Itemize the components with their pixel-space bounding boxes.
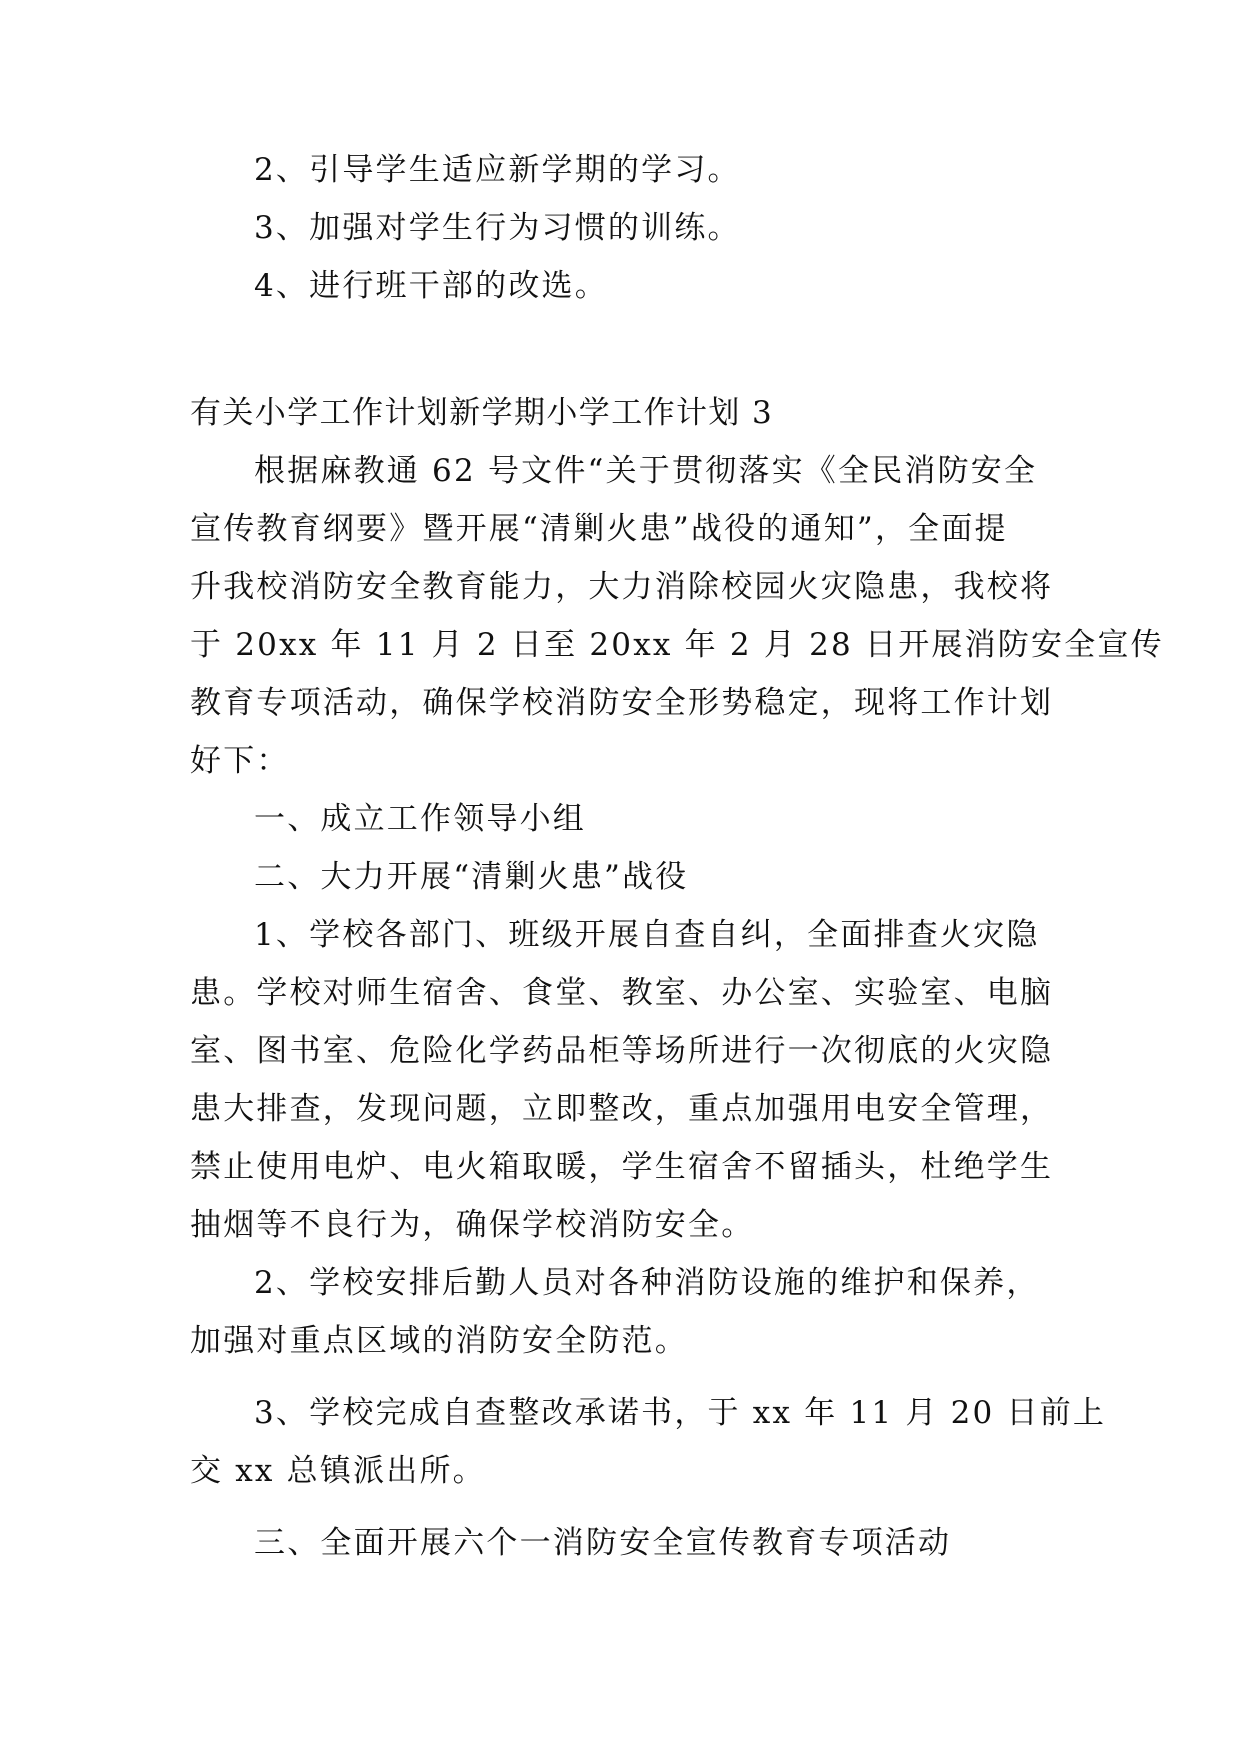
paragraph-line: 加强对重点区域的消防安全防范。 bbox=[190, 1323, 688, 1359]
section-title: 有关小学工作计划新学期小学工作计划 3 bbox=[190, 395, 774, 431]
paragraph-line: 2、学校安排后勤人员对各种消防设施的维护和保养， bbox=[254, 1265, 1040, 1301]
list-item: 2、引导学生适应新学期的学习。 bbox=[254, 152, 741, 188]
paragraph-line: 教育专项活动，确保学校消防安全形势稳定，现将工作计划 bbox=[190, 685, 1054, 721]
paragraph-line: 室、图书室、危险化学药品柜等场所进行一次彻底的火灾隐 bbox=[190, 1033, 1054, 1069]
paragraph-line: 好下： bbox=[190, 743, 290, 779]
paragraph-line: 根据麻教通 62 号文件“关于贯彻落实《全民消防安全 bbox=[254, 453, 1038, 489]
list-item: 3、加强对学生行为习惯的训练。 bbox=[254, 210, 741, 246]
paragraph-line: 交 xx 总镇派出所。 bbox=[190, 1453, 486, 1489]
paragraph-line: 患。学校对师生宿舍、食堂、教室、办公室、实验室、电脑 bbox=[190, 975, 1054, 1011]
paragraph-line: 1、学校各部门、班级开展自查自纠，全面排查火灾隐 bbox=[254, 917, 1040, 953]
paragraph-line: 升我校消防安全教育能力，大力消除校园火灾隐患，我校将 bbox=[190, 569, 1054, 605]
list-item: 4、进行班干部的改选。 bbox=[254, 268, 608, 304]
paragraph-line: 患大排查，发现问题，立即整改，重点加强用电安全管理， bbox=[190, 1091, 1054, 1127]
section-heading-1: 一、成立工作领导小组 bbox=[254, 801, 586, 837]
paragraph-line: 宣传教育纲要》暨开展“清剿火患”战役的通知”，全面提 bbox=[190, 511, 1008, 547]
section-heading-3: 三、全面开展六个一消防安全宣传教育专项活动 bbox=[254, 1525, 952, 1561]
paragraph-line: 禁止使用电炉、电火箱取暖，学生宿舍不留插头，杜绝学生 bbox=[190, 1149, 1054, 1185]
paragraph-line: 于 20xx 年 11 月 2 日至 20xx 年 2 月 28 日开展消防安全宣传 bbox=[190, 627, 1164, 663]
paragraph-line: 抽烟等不良行为，确保学校消防安全。 bbox=[190, 1207, 755, 1243]
paragraph-line: 3、学校完成自查整改承诺书，于 xx 年 11 月 20 日前上 bbox=[254, 1395, 1107, 1431]
section-heading-2: 二、大力开展“清剿火患”战役 bbox=[254, 859, 689, 895]
